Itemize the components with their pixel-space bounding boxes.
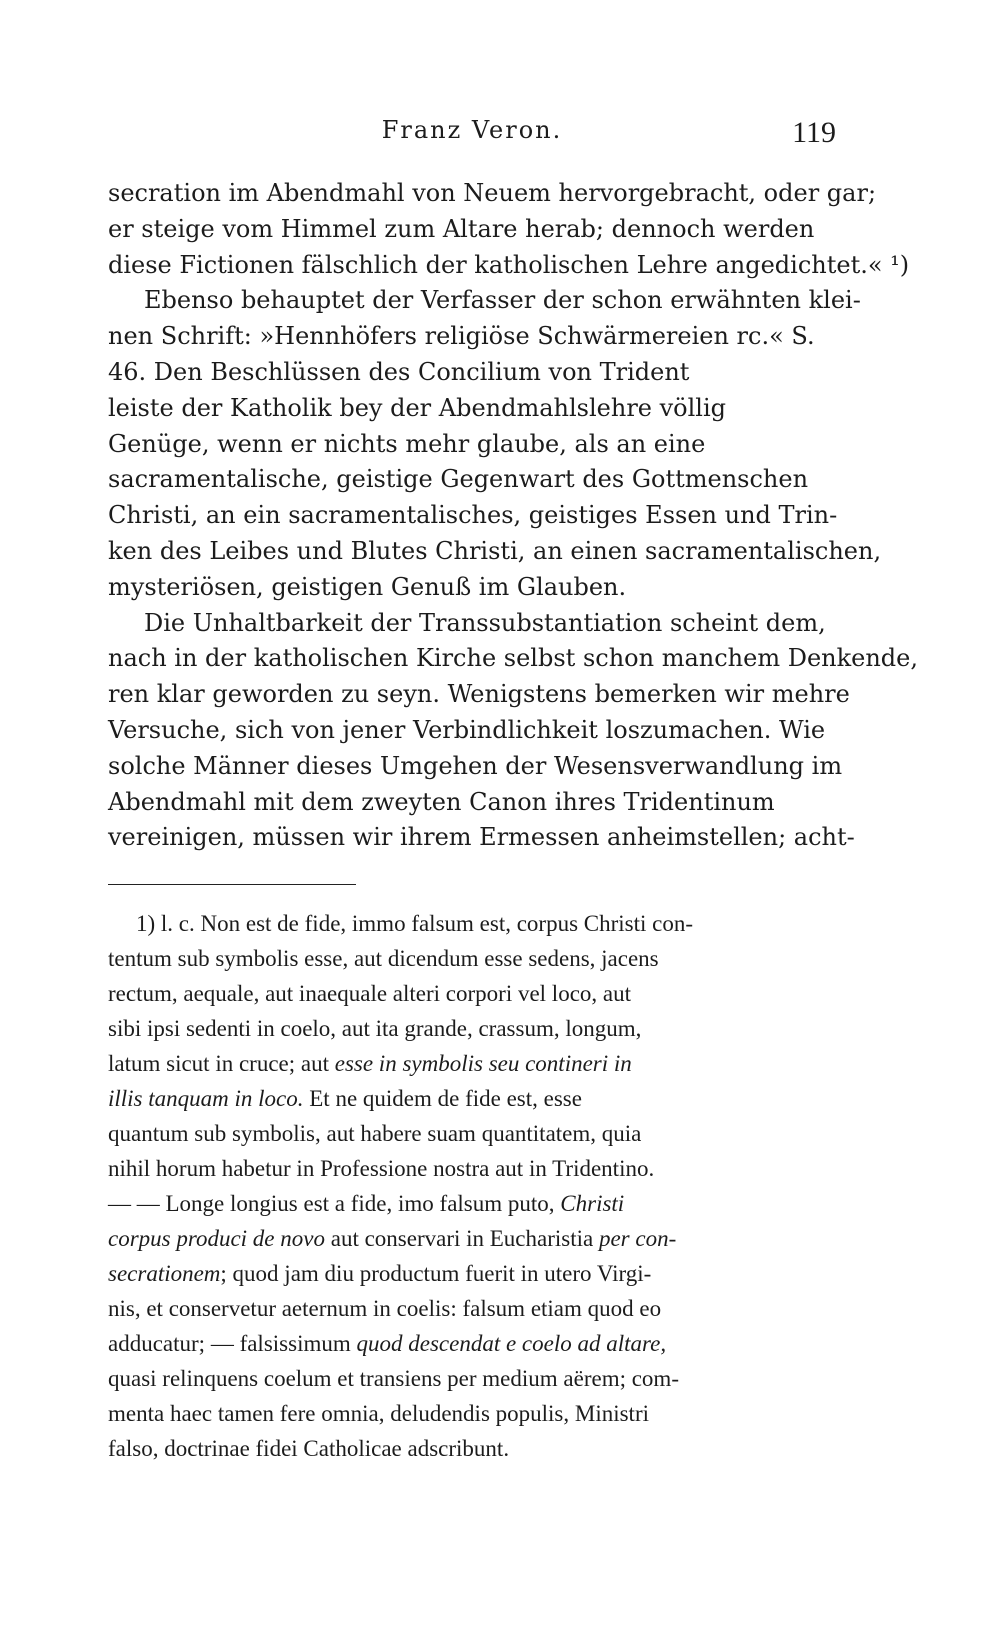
footnote-line: secrationem; quod jam diu productum fuerit in utero Virgi- [108,1261,652,1286]
footnote-line: nis, et conservetur aeternum in coelis: falsum etiam quod eo [108,1296,662,1321]
text-line: solche Männer dieses Umgehen der Wesensverwandlung im [108,751,843,780]
footnote-divider [108,884,356,885]
text-line: vereinigen, müssen wir ihrem Ermessen anheimstellen; acht- [108,823,855,852]
text-line: ren klar geworden zu seyn. Wenigstens bemerken wir mehre [108,680,850,709]
footnote-line: nihil horum habetur in Professione nostra aut in Tridentino. [108,1156,655,1181]
running-title: Franz Veron. [381,116,563,144]
main-text [108,176,918,856]
text-line: sacramentalische, geistige Gegenwart des Gottmenschen [108,465,809,494]
footnote-line: adducatur; — falsissimum quod descendat e coelo ad altare, [108,1331,667,1356]
text-line: leiste der Katholik bey der Abendmahlslehre völlig [108,393,727,422]
text-line: Die Unhaltbarkeit der Transsubstantiation scheint dem, [144,608,826,637]
text-line: nen Schrift: »Hennhöfers religiöse Schwärmereien rc.« S. [108,322,815,351]
text-line: Abendmahl mit dem zweyten Canon ihres Tridentinum [108,787,775,816]
footnote-line: — — Longe longius est a fide, imo falsum puto, Christi [108,1191,625,1216]
footnote-line: quantum sub symbolis, aut habere suam quantitatem, quia [108,1121,642,1146]
text-line: Christi, an ein sacramentalisches, geistiges Essen und Trin- [108,501,838,530]
footnote-line: rectum, aequale, aut inaequale alteri corpori vel loco, aut [108,981,632,1006]
page-number: 119 [792,116,836,149]
text-line: Ebenso behauptet der Verfasser der schon erwähnten klei- [144,286,861,315]
footnote-line: illis tanquam in loco. Et ne quidem de fide est, esse [108,1086,582,1111]
footnote-line: menta haec tamen fere omnia, deludendis populis, Ministri [108,1401,649,1426]
footnote-line: falso, doctrinae fidei Catholicae adscribunt. [108,1436,510,1461]
footnote-line: sibi ipsi sedenti in coelo, aut ita grande, crassum, longum, [108,1016,642,1041]
text-line: mysteriösen, geistigen Genuß im Glauben. [108,572,627,601]
text-line: secration im Abendmahl von Neuem hervorgebracht, oder gar; [108,179,877,207]
footnote-line: 1) l. c. Non est de fide, immo falsum est, corpus Christi con- [136,911,694,936]
text-line: Genüge, wenn er nichts mehr glaube, als an eine [108,429,706,458]
text-line: Versuche, sich von jener Verbindlichkeit loszumachen. Wie [108,715,826,744]
text-line: ken des Leibes und Blutes Christi, an einen sacramentalischen, [108,536,882,565]
footnote-line: quasi relinquens coelum et transiens per medium aërem; com- [108,1366,679,1391]
footnote-line: corpus produci de novo aut conservari in Eucharistia per con- [108,1226,677,1251]
footnote [108,906,836,1466]
footnote-line: latum sicut in cruce; aut esse in symbolis seu contineri in [108,1051,632,1076]
footnote-line: tentum sub symbolis esse, aut dicendum esse sedens, jacens [108,946,659,971]
page-header [108,116,836,156]
footnote-marker: 1) [136,911,156,936]
text-line: nach in der katholischen Kirche selbst schon manchem Denkende, [108,644,918,673]
text-line: diese Fictionen fälschlich der katholischen Lehre angedichtet.« ¹) [108,250,910,279]
text-line: er steige vom Himmel zum Altare herab; dennoch werden [108,214,815,243]
text-line: 46. Den Beschlüssen des Concilium von Trident [108,357,690,386]
